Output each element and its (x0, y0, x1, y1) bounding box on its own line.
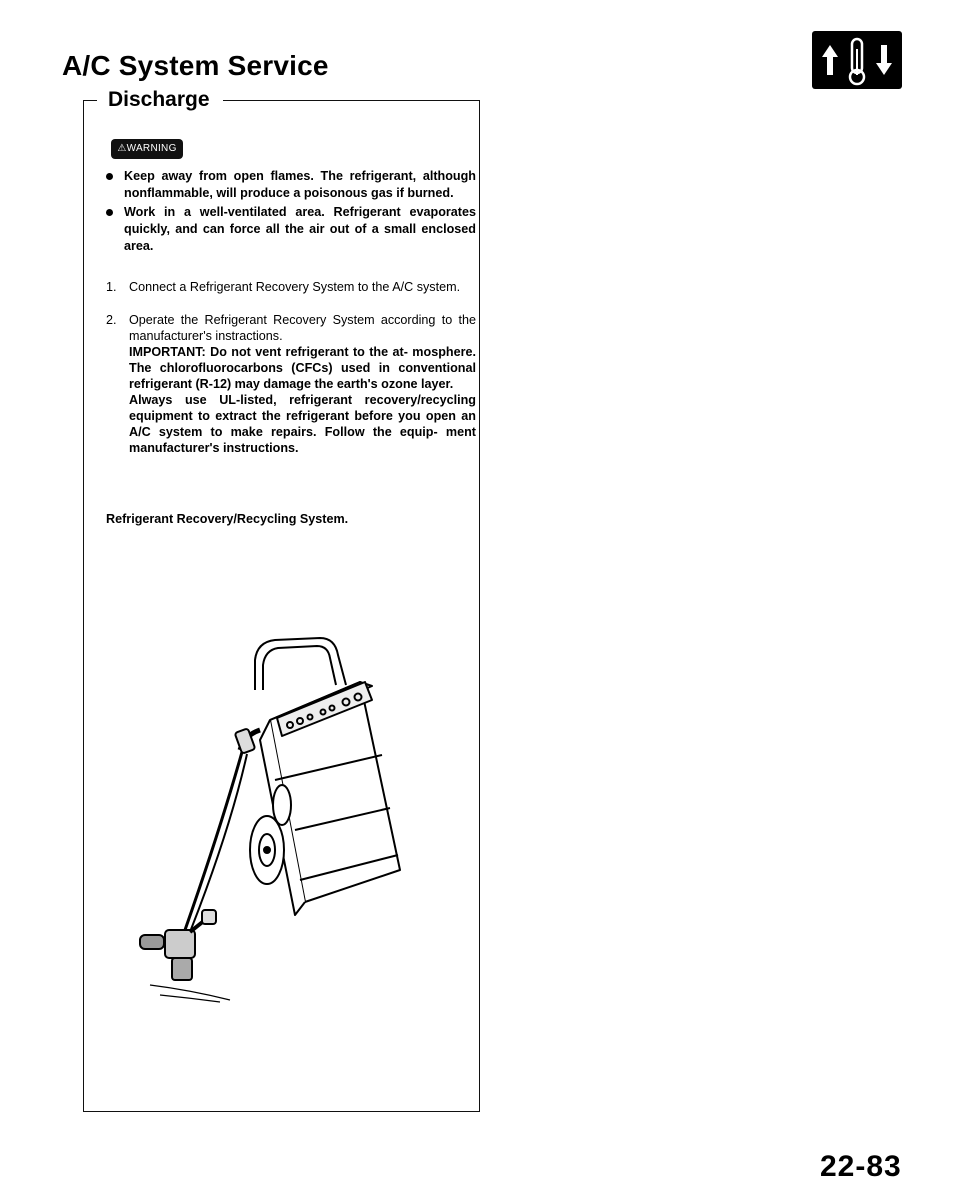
warning-item: Work in a well-ventilated area. Refrigerant evaporates quickly, and can force all the air out of a small enclosed area. (106, 204, 476, 255)
step-1: 1. Connect a Refrigerant Recovery System to the A/C system. (106, 280, 461, 294)
important-note: IMPORTANT: Do not vent refrigerant to the at- mosphere. The chlorofluorocarbons (CFCs) used in conventional refrigerant (R-12) may damage the earth's ozone layer. (129, 345, 476, 391)
bullet-icon (106, 209, 113, 216)
warning-item: Keep away from open flames. The refrigerant, although nonflammable, will produce a poisonous gas if burned. (106, 168, 476, 202)
thermometer-arrows-icon (812, 31, 902, 89)
figure-caption: Refrigerant Recovery/Recycling System. (106, 512, 349, 526)
step-2: 2. Operate the Refrigerant Recovery System according to the manufacturer's instractions. IMPORTANT: Do not vent refrigerant to the at- mosphere. The chlorofluorocarbons (CFCs) used in conventional refrigerant (R-12) may damage the earth's ozone layer. Always use UL-listed, refrigerant recovery/recycling equipment to extract the refrigerant before you open an A/C system to make repairs. Follow the equip- ment manufacturer's instructions. (106, 313, 476, 455)
procedure-steps (106, 279, 476, 473)
warning-list (106, 168, 476, 257)
bullet-icon (106, 173, 113, 180)
recovery-machine-illustration (110, 630, 430, 1020)
warning-label: WARNING (126, 143, 177, 154)
warning-triangle-icon: ⚠ (117, 143, 127, 154)
section-title: Discharge (108, 88, 210, 111)
equipment-note: Always use UL-listed, refrigerant recovery/recycling equipment to extract the refrigerant before you open an A/C system to make repairs. Follow the equip- ment manufacturer's instructions. (129, 393, 476, 455)
page-number: 22-83 (820, 1150, 902, 1183)
page-title: A/C System Service (62, 50, 329, 81)
warning-badge (111, 139, 183, 159)
